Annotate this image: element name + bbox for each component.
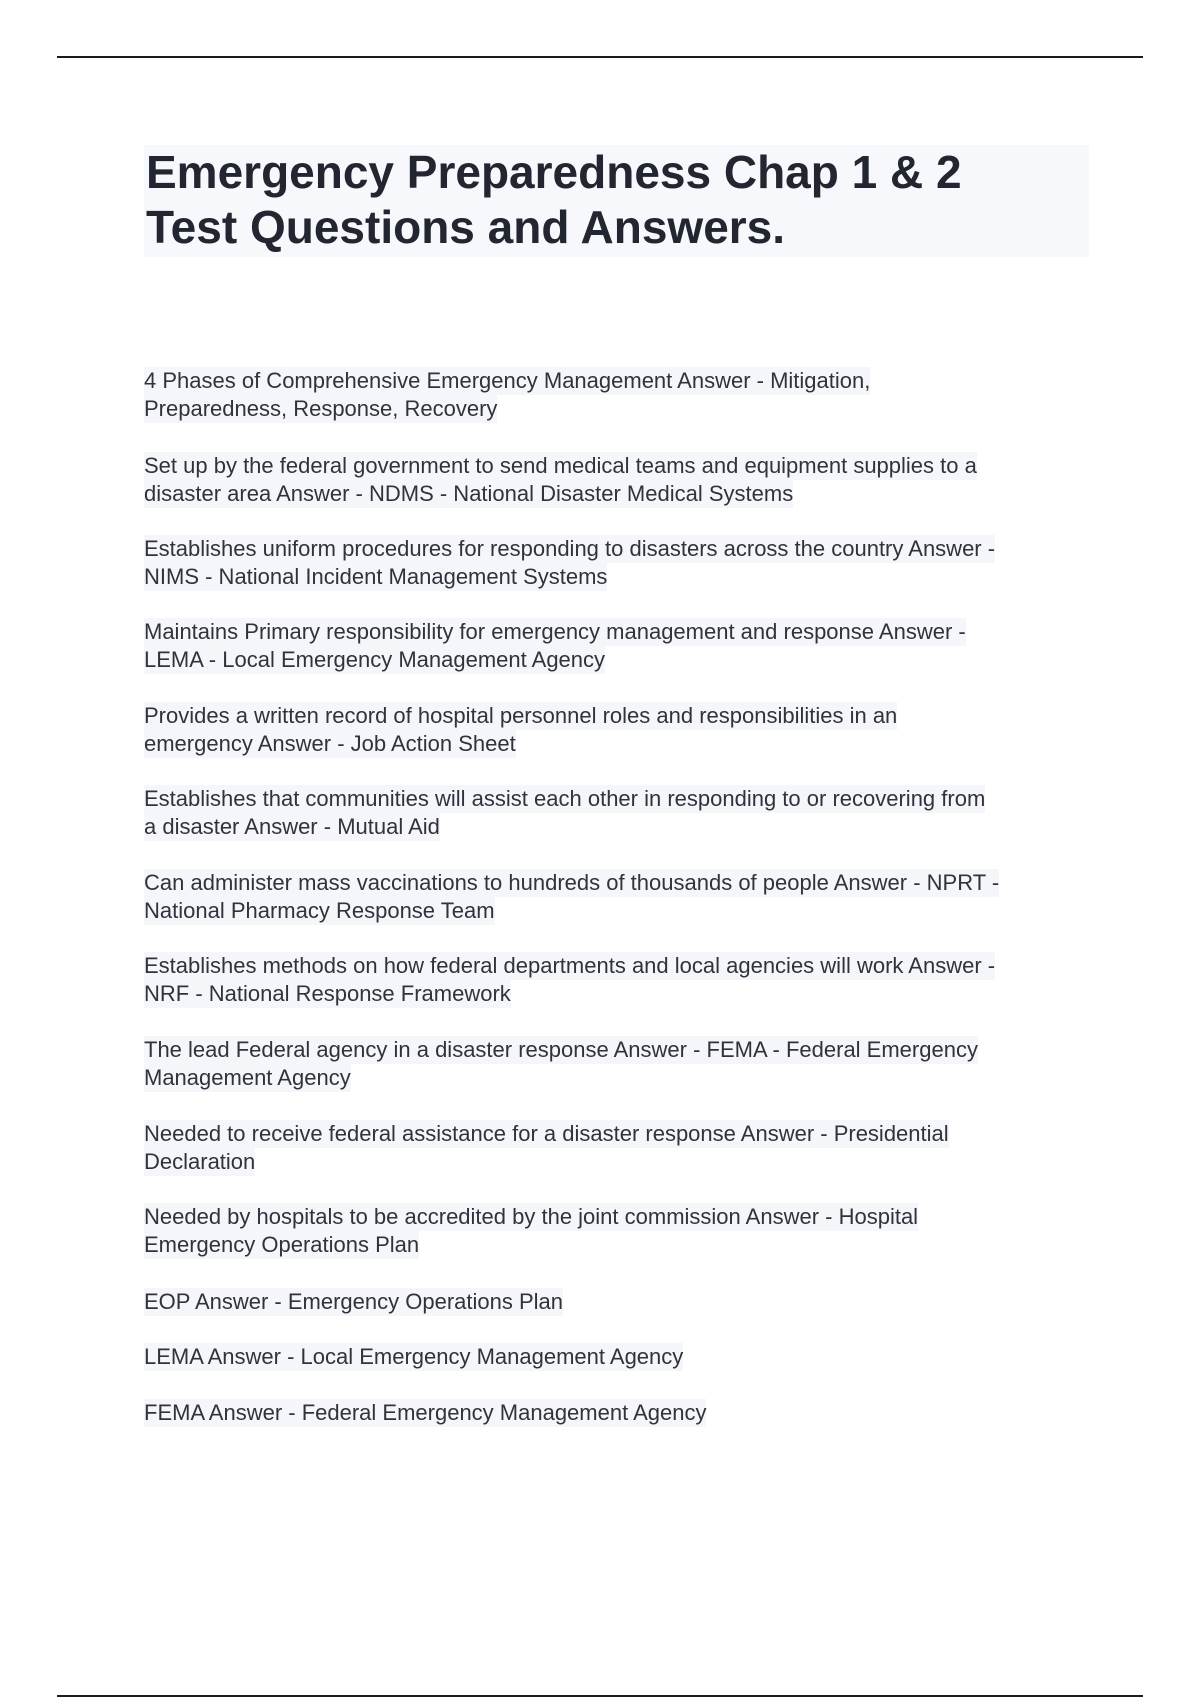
qa-line: Can administer mass vaccinations to hundreds of thousands of people Answer - NPRT - xyxy=(144,870,1000,895)
qa-line: The lead Federal agency in a disaster response Answer - FEMA - Federal Emergency xyxy=(144,1037,978,1062)
title-line-2: Test Questions and Answers. xyxy=(146,201,786,253)
title-line-1: Emergency Preparedness Chap 1 & 2 xyxy=(146,146,962,198)
qa-item xyxy=(144,1343,1104,1371)
qa-item xyxy=(144,1120,1104,1176)
qa-line: Set up by the federal government to send medical teams and equipment supplies to a xyxy=(144,453,977,478)
qa-line: Maintains Primary responsibility for emergency management and response Answer - xyxy=(144,619,966,644)
qa-item xyxy=(144,1203,1104,1259)
qa-item xyxy=(144,785,1104,841)
qa-item xyxy=(144,1399,1104,1427)
qa-line: LEMA - Local Emergency Management Agency xyxy=(144,647,606,672)
qa-item xyxy=(144,952,1104,1008)
qa-line: Declaration xyxy=(144,1149,256,1174)
qa-item xyxy=(144,869,1104,925)
qa-item xyxy=(144,535,1104,591)
qa-item xyxy=(144,367,1104,423)
qa-line: Needed to receive federal assistance for a disaster response Answer - Presidential xyxy=(144,1121,949,1146)
qa-line: National Pharmacy Response Team xyxy=(144,898,495,923)
qa-line: NRF - National Response Framework xyxy=(144,981,511,1006)
qa-item xyxy=(144,452,1104,508)
qa-line: Provides a written record of hospital personnel roles and responsibilities in an xyxy=(144,703,898,728)
bottom-rule xyxy=(57,1695,1143,1697)
qa-line: emergency Answer - Job Action Sheet xyxy=(144,731,516,756)
qa-line: a disaster Answer - Mutual Aid xyxy=(144,814,440,839)
qa-item xyxy=(144,1288,1104,1316)
qa-item xyxy=(144,1036,1104,1092)
qa-line: Management Agency xyxy=(144,1065,351,1090)
qa-line: FEMA Answer - Federal Emergency Management Agency xyxy=(144,1400,707,1425)
qa-line: Establishes that communities will assist each other in responding to or recovering from xyxy=(144,786,986,811)
qa-line: disaster area Answer - NDMS - National Disaster Medical Systems xyxy=(144,481,794,506)
document-title xyxy=(144,145,1089,257)
qa-line: 4 Phases of Comprehensive Emergency Management Answer - Mitigation, xyxy=(144,368,871,393)
qa-line: NIMS - National Incident Management Systems xyxy=(144,564,608,589)
qa-line: Emergency Operations Plan xyxy=(144,1232,420,1257)
qa-line: Needed by hospitals to be accredited by the joint commission Answer - Hospital xyxy=(144,1204,919,1229)
qa-line: Establishes methods on how federal departments and local agencies will work Answer - xyxy=(144,953,996,978)
qa-item xyxy=(144,618,1104,674)
qa-item xyxy=(144,702,1104,758)
qa-line: LEMA Answer - Local Emergency Management Agency xyxy=(144,1344,684,1369)
qa-line: Establishes uniform procedures for responding to disasters across the country Answer - xyxy=(144,536,996,561)
qa-line: EOP Answer - Emergency Operations Plan xyxy=(144,1289,564,1314)
qa-line: Preparedness, Response, Recovery xyxy=(144,396,498,421)
top-rule xyxy=(57,56,1143,58)
